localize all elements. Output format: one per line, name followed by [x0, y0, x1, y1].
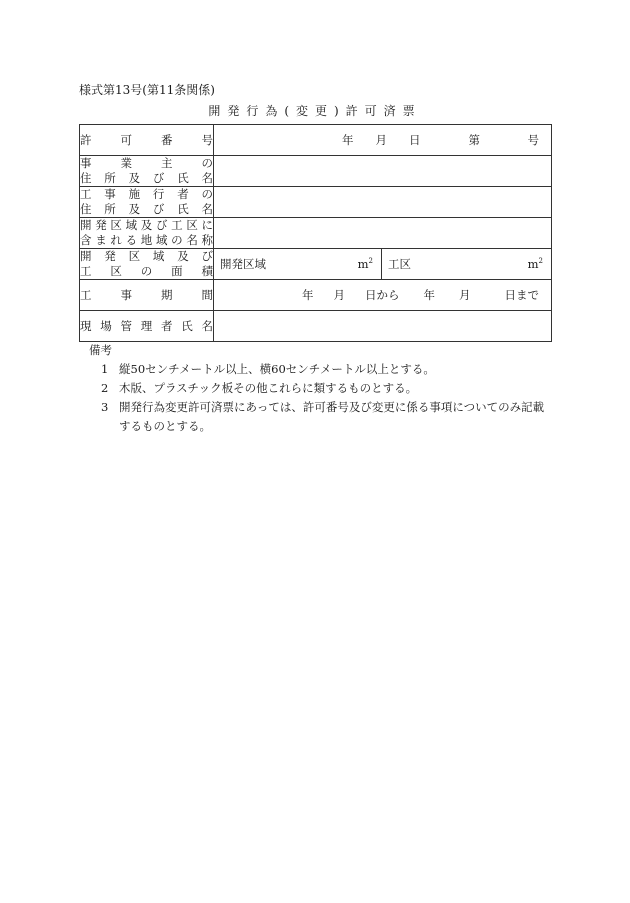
label-char: 場 — [100, 318, 112, 333]
label-char: 及 — [140, 218, 153, 232]
label-area-line2 — [80, 264, 213, 279]
note-item — [101, 379, 549, 398]
note-number: 1 — [101, 362, 109, 376]
square-meter-unit: $m^2$ — [527, 257, 543, 271]
label-char: 名 — [201, 202, 213, 216]
label-char: 施 — [128, 187, 141, 201]
label-char: 氏 — [177, 202, 189, 216]
end-month-mark: 月 — [459, 288, 471, 302]
label-char: 事 — [80, 156, 92, 170]
label-developer-line2 — [80, 171, 213, 186]
label-char: 及 — [177, 249, 189, 263]
value-permit-number[interactable] — [214, 125, 552, 156]
label-contractor-line1 — [80, 187, 213, 202]
label-char: 工 — [80, 287, 92, 302]
label-char: 間 — [201, 287, 213, 302]
label-char: 含 — [80, 233, 92, 247]
label-char: 号 — [201, 132, 213, 147]
label-char: の — [140, 264, 153, 278]
label-char: 管 — [120, 318, 132, 333]
label-char: 所 — [104, 171, 116, 185]
notes-section — [89, 341, 549, 436]
label-char: 区 — [128, 249, 141, 263]
label-char: 域 — [155, 233, 168, 247]
label-char: 主 — [161, 156, 173, 170]
row-contractor — [80, 187, 552, 218]
row-developer — [80, 156, 552, 187]
label-char: 番 — [161, 132, 173, 147]
label-char: 名 — [186, 233, 198, 247]
label-contractor-line2 — [80, 202, 213, 217]
label-char: の — [171, 233, 183, 247]
label-char: 者 — [177, 187, 189, 201]
label-char: 区 — [186, 218, 198, 232]
dai-mark: 第 — [468, 133, 480, 147]
label-char: 地 — [140, 233, 153, 247]
note-text: 縦50センチメートル以上、横60センチメートル以上とする。 — [119, 362, 435, 376]
go-mark: 号 — [527, 133, 539, 147]
document-title: 開発行為(変更)許可済票 — [208, 104, 422, 118]
value-period[interactable] — [214, 280, 552, 311]
label-region-line2 — [80, 233, 213, 248]
row-region — [80, 218, 552, 249]
label-char: 工 — [80, 264, 92, 278]
start-year-mark: 年 — [302, 288, 314, 302]
label-char: 開 — [80, 249, 92, 263]
note-text-continuation: するものとする。 — [119, 419, 211, 433]
permit-table — [79, 124, 552, 342]
label-char: 所 — [104, 202, 116, 216]
ku-area-label: 工区 — [388, 257, 411, 271]
label-char: び — [201, 249, 213, 263]
label-char: 理 — [140, 318, 153, 333]
label-char: 行 — [152, 187, 165, 201]
label-char: 者 — [161, 318, 173, 333]
label-char: 事 — [120, 287, 132, 302]
label-char: 区 — [110, 264, 122, 278]
label-char: 可 — [120, 132, 132, 147]
label-char: 発 — [95, 218, 107, 232]
label-char: ま — [95, 233, 107, 247]
year-mark: 年 — [342, 133, 354, 147]
label-char: の — [201, 187, 213, 201]
label-char: 事 — [104, 187, 116, 201]
label-char: る — [125, 233, 138, 247]
start-day-mark: 日から — [365, 288, 400, 302]
development-area-label: 開発区域 — [220, 257, 266, 271]
end-day-mark: 日まで — [504, 288, 539, 302]
note-item — [101, 398, 549, 417]
label-char: 区 — [110, 218, 122, 232]
value-region[interactable] — [214, 218, 552, 249]
value-contractor[interactable] — [214, 187, 552, 218]
label-char: 工 — [171, 218, 183, 232]
label-char: 現 — [80, 318, 92, 333]
note-text: 開発行為変更許可済票にあっては、許可番号及び変更に係る事項についてのみ記載 — [119, 400, 545, 414]
label-char: 及 — [128, 202, 141, 216]
label-char: 発 — [104, 249, 116, 263]
notes-heading: 備考 — [89, 343, 112, 357]
label-period — [80, 288, 213, 303]
row-permit-number — [80, 125, 552, 156]
value-developer[interactable] — [214, 156, 552, 187]
label-manager — [80, 319, 213, 334]
label-char: に — [201, 218, 213, 232]
row-area — [80, 249, 552, 280]
day-mark: 日 — [409, 133, 421, 147]
label-char: 住 — [80, 202, 92, 216]
label-char: 域 — [125, 218, 138, 232]
start-month-mark: 月 — [333, 288, 345, 302]
label-char: 名 — [201, 318, 213, 333]
label-char: 開 — [80, 218, 92, 232]
label-char: 氏 — [181, 318, 193, 333]
label-char: び — [152, 171, 165, 185]
label-char: 及 — [128, 171, 141, 185]
note-text: 木版、プラスチック板その他これらに類するものとする。 — [119, 381, 418, 395]
label-developer-line1 — [80, 156, 213, 171]
label-char: 許 — [80, 132, 92, 147]
label-char: 住 — [80, 171, 92, 185]
note-number: 2 — [101, 381, 109, 395]
label-char: 域 — [152, 249, 165, 263]
label-char: 業 — [120, 156, 132, 170]
label-region-line1 — [80, 218, 213, 233]
label-char: の — [201, 156, 213, 170]
value-development-area[interactable] — [214, 249, 382, 280]
month-mark: 月 — [375, 133, 387, 147]
end-year-mark: 年 — [423, 288, 435, 302]
label-area-line1 — [80, 249, 213, 264]
label-char: び — [152, 202, 165, 216]
label-char: 積 — [201, 264, 213, 278]
value-ku-area[interactable] — [382, 249, 552, 280]
square-meter-unit: $m^2$ — [357, 257, 373, 271]
row-manager — [80, 311, 552, 342]
label-permit-number — [80, 133, 213, 148]
value-manager[interactable] — [214, 311, 552, 342]
label-char: 名 — [201, 171, 213, 185]
label-char: れ — [110, 233, 122, 247]
row-period — [80, 280, 552, 311]
note-item — [101, 360, 549, 379]
label-char: 氏 — [177, 171, 189, 185]
label-char: 称 — [201, 233, 213, 247]
label-char: び — [155, 218, 168, 232]
label-char: 面 — [171, 264, 183, 278]
label-char: 工 — [80, 187, 92, 201]
form-number: 様式第13号(第11条関係) — [79, 83, 215, 97]
note-number: 3 — [101, 400, 109, 414]
label-char: 期 — [161, 287, 173, 302]
